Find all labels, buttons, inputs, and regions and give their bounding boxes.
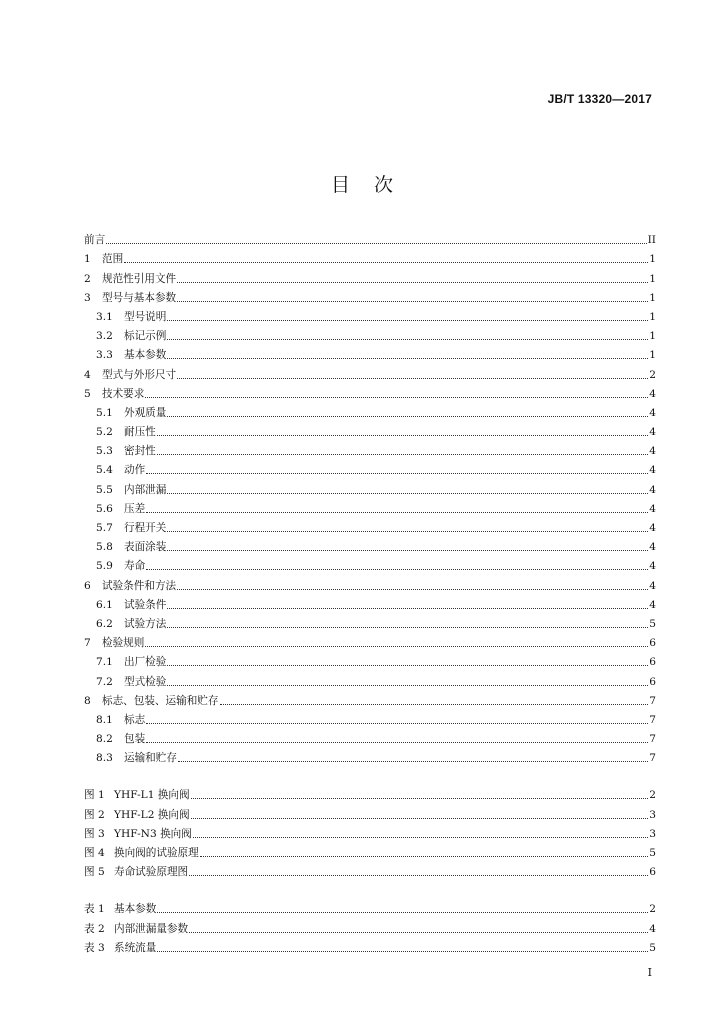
- toc-entry[interactable]: [84, 342, 656, 361]
- page-title: 目次: [330, 174, 417, 196]
- dot-leader: [193, 837, 648, 838]
- dot-leader: [157, 435, 648, 436]
- dot-leader: [220, 704, 649, 705]
- entry-page: 4: [649, 579, 656, 592]
- entry-page: 4: [649, 541, 656, 554]
- entry-label: 标记示例: [124, 330, 167, 343]
- entry-number: 4: [84, 368, 91, 381]
- dot-leader: [146, 512, 648, 513]
- dot-leader: [146, 723, 648, 724]
- entry-page: 4: [649, 445, 656, 458]
- dot-leader: [177, 282, 648, 283]
- dot-leader: [189, 932, 648, 933]
- entry-page: 1: [649, 272, 656, 285]
- entry-page: 4: [649, 426, 656, 439]
- entry-label: 运输和贮存: [124, 752, 177, 765]
- entry-page: 2: [649, 903, 656, 916]
- entry-label: 标志、包装、运输和贮存: [102, 694, 219, 707]
- dot-leader: [167, 685, 648, 686]
- toc-entry[interactable]: [84, 304, 656, 323]
- entry-label: 试验条件: [124, 598, 167, 611]
- toc-entry[interactable]: [84, 457, 656, 476]
- entry-page: 3: [649, 827, 656, 840]
- entry-page: 6: [649, 656, 656, 669]
- toc-entry[interactable]: [84, 246, 656, 265]
- toc-entry[interactable]: [84, 227, 656, 246]
- toc-entry[interactable]: [84, 611, 656, 630]
- entry-page: 6: [649, 637, 656, 650]
- dot-leader: [177, 301, 648, 302]
- table-entry[interactable]: [84, 915, 656, 934]
- toc-entry[interactable]: [84, 534, 656, 553]
- entry-page: 1: [649, 310, 656, 323]
- entry-number: 5.5: [96, 483, 113, 496]
- dot-leader: [157, 951, 648, 952]
- entry-page: 7: [649, 694, 656, 707]
- dot-leader: [167, 416, 648, 417]
- toc-entry[interactable]: [84, 496, 656, 515]
- entry-label: 行程开关: [124, 522, 167, 534]
- dot-leader: [146, 569, 648, 570]
- dot-leader: [177, 378, 648, 379]
- entry-number: 表 1: [84, 903, 105, 916]
- dot-leader: [189, 875, 648, 876]
- entry-number: 图 5: [84, 866, 105, 879]
- entry-label: 压差: [124, 502, 146, 515]
- table-entry[interactable]: [84, 935, 656, 954]
- entry-label: 检验规则: [102, 637, 145, 650]
- page-number: I: [647, 966, 652, 979]
- toc-entry[interactable]: [84, 649, 656, 668]
- figure-entry[interactable]: [84, 821, 656, 840]
- entry-page: 4: [649, 387, 656, 400]
- dot-leader: [124, 262, 648, 263]
- entry-number: 6: [84, 579, 91, 592]
- entry-label: 寿命: [124, 560, 146, 573]
- entry-label: 试验方法: [124, 617, 167, 630]
- entry-number: 5.7: [96, 522, 113, 534]
- entry-label: 动作: [124, 464, 146, 477]
- entry-number: 5.8: [96, 541, 113, 554]
- toc-entry[interactable]: [84, 688, 656, 707]
- dot-leader: [167, 531, 648, 532]
- entry-page: 1: [649, 253, 656, 266]
- entry-number: 图 2: [84, 808, 105, 821]
- entry-page: 7: [649, 733, 656, 746]
- toc-entry[interactable]: [84, 381, 656, 400]
- entry-page: 3: [649, 808, 656, 821]
- entry-page: 4: [649, 406, 656, 419]
- dot-leader: [191, 798, 649, 799]
- table-entry[interactable]: [84, 896, 656, 915]
- entry-label: 耐压性: [124, 426, 156, 439]
- dot-leader: [191, 818, 649, 819]
- dot-leader: [167, 665, 648, 666]
- dot-leader: [167, 358, 648, 359]
- entry-page: 4: [649, 522, 656, 534]
- entry-page: 6: [649, 675, 656, 688]
- toc-entry[interactable]: [84, 476, 656, 495]
- dot-leader: [177, 589, 648, 590]
- toc-entry[interactable]: [84, 592, 656, 611]
- entry-page: 4: [649, 922, 656, 935]
- dot-leader: [167, 627, 648, 628]
- toc-entry[interactable]: [84, 285, 656, 304]
- toc-entry[interactable]: [84, 400, 656, 419]
- dot-leader: [167, 493, 648, 494]
- entry-label: YHF-L1 换向阀: [114, 789, 190, 802]
- entry-label: 出厂检验: [124, 656, 167, 669]
- toc-entry[interactable]: [84, 668, 656, 687]
- toc-entry[interactable]: [84, 265, 656, 284]
- entry-page: 4: [649, 464, 656, 477]
- entry-page: 2: [649, 368, 656, 381]
- entry-number: 5.2: [96, 426, 113, 439]
- toc-entry[interactable]: [84, 707, 656, 726]
- toc-entry[interactable]: [84, 572, 656, 591]
- dot-leader: [200, 856, 649, 857]
- entry-number: 7: [84, 637, 91, 650]
- dot-leader: [167, 320, 648, 321]
- entry-number: 8: [84, 694, 91, 707]
- table-of-contents: [84, 227, 656, 954]
- entry-page: 4: [649, 502, 656, 515]
- toc-entry[interactable]: [84, 515, 656, 534]
- entry-number: 图 4: [84, 847, 105, 859]
- entry-number: 8.3: [96, 752, 113, 765]
- entry-label: 内部泄漏: [124, 483, 167, 496]
- entry-number: 5.3: [96, 445, 113, 458]
- toc-entry[interactable]: [84, 323, 656, 342]
- entry-number: 8.2: [96, 733, 113, 746]
- entry-label: 内部泄漏量参数: [114, 922, 189, 935]
- toc-entry[interactable]: [84, 553, 656, 572]
- entry-label: 基本参数: [124, 349, 167, 362]
- entry-number: 6.1: [96, 598, 113, 611]
- section-gap: [84, 878, 656, 896]
- entry-page: 4: [649, 598, 656, 611]
- standard-code: JB/T 13320—2017: [547, 92, 652, 106]
- dot-leader: [145, 397, 648, 398]
- toc-entry[interactable]: [84, 438, 656, 457]
- entry-label: 范围: [102, 253, 124, 266]
- figure-entry[interactable]: [84, 801, 656, 820]
- figure-entry[interactable]: [84, 782, 656, 801]
- entry-label: 试验条件和方法: [102, 579, 177, 592]
- entry-number: 5.1: [96, 406, 113, 419]
- entry-page: 1: [649, 349, 656, 362]
- figure-entry[interactable]: [84, 840, 656, 859]
- entry-page: 7: [649, 713, 656, 726]
- entry-page: II: [647, 234, 656, 247]
- entry-number: 3.1: [96, 310, 113, 323]
- entry-page: 1: [649, 291, 656, 304]
- entry-page: 7: [649, 752, 656, 765]
- entry-label: 型式与外形尺寸: [102, 368, 177, 381]
- entry-label: 包装: [124, 733, 146, 746]
- toc-entry[interactable]: [84, 726, 656, 745]
- entry-label: 型号与基本参数: [102, 291, 177, 304]
- dot-leader: [167, 608, 648, 609]
- dot-leader: [146, 473, 648, 474]
- dot-leader: [167, 550, 648, 551]
- dot-leader: [178, 761, 648, 762]
- entry-label: 型号说明: [124, 310, 167, 323]
- entry-label: YHF-N3 换向阀: [114, 827, 192, 840]
- entry-label: YHF-L2 换向阀: [114, 808, 190, 821]
- entry-number: 1: [84, 253, 91, 266]
- entry-number: 3.3: [96, 349, 113, 362]
- entry-number: 表 2: [84, 922, 105, 935]
- entry-page: 4: [649, 483, 656, 496]
- entry-label: 技术要求: [102, 387, 145, 400]
- toc-entry[interactable]: [84, 361, 656, 380]
- dot-leader: [106, 243, 646, 244]
- entry-number: 7.1: [96, 656, 113, 669]
- entry-page: 6: [649, 866, 656, 879]
- entry-number: 3: [84, 291, 91, 304]
- entry-page: 4: [649, 560, 656, 573]
- entry-number: 5.9: [96, 560, 113, 573]
- entry-number: 3.2: [96, 330, 113, 343]
- entry-label: 换向阀的试验原理: [114, 847, 199, 859]
- entry-label: 密封性: [124, 445, 156, 458]
- figure-entry[interactable]: [84, 859, 656, 878]
- dot-leader: [146, 742, 648, 743]
- entry-label: 寿命试验原理图: [114, 866, 189, 879]
- entry-label: 系统流量: [114, 941, 157, 954]
- entry-label: 标志: [124, 713, 146, 726]
- toc-entry[interactable]: [84, 745, 656, 764]
- entry-page: 5: [649, 941, 656, 954]
- entry-label: 前言: [84, 234, 106, 247]
- entry-number: 5.6: [96, 502, 113, 515]
- toc-entry[interactable]: [84, 419, 656, 438]
- entry-number: 图 1: [84, 789, 105, 802]
- entry-number: 5.4: [96, 464, 113, 477]
- entry-number: 2: [84, 272, 91, 285]
- entry-number: 表 3: [84, 941, 105, 954]
- entry-label: 基本参数: [114, 903, 157, 916]
- dot-leader: [167, 339, 648, 340]
- entry-page: 5: [649, 617, 656, 630]
- entry-number: 6.2: [96, 617, 113, 630]
- dot-leader: [157, 454, 648, 455]
- entry-page: 2: [649, 789, 656, 802]
- entry-number: 7.2: [96, 675, 113, 688]
- entry-number: 8.1: [96, 713, 113, 726]
- entry-number: 5: [84, 387, 91, 400]
- entry-number: 图 3: [84, 827, 105, 840]
- entry-label: 表面涂装: [124, 541, 167, 554]
- entry-label: 规范性引用文件: [102, 272, 177, 285]
- dot-leader: [157, 912, 648, 913]
- entry-label: 型式检验: [124, 675, 167, 688]
- entry-page: 5: [649, 847, 656, 859]
- toc-entry[interactable]: [84, 630, 656, 649]
- section-gap: [84, 764, 656, 782]
- entry-label: 外观质量: [124, 406, 167, 419]
- dot-leader: [145, 646, 648, 647]
- entry-page: 1: [649, 330, 656, 343]
